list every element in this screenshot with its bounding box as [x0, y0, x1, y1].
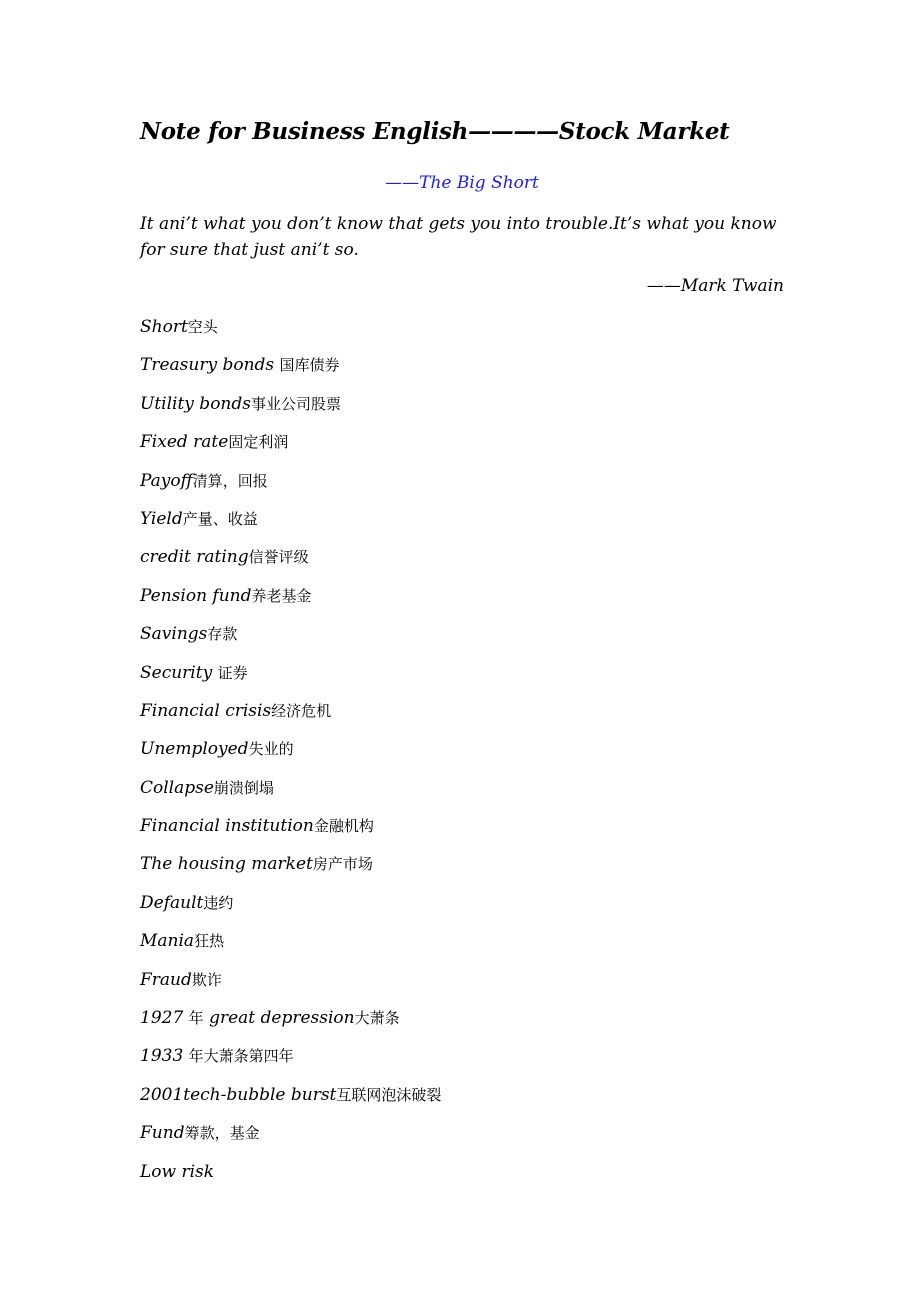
term-english: Utility bonds	[140, 393, 251, 414]
term-english: Financial institution	[140, 816, 314, 837]
term-chinese: 大萧条	[354, 1009, 400, 1028]
vocabulary-list	[140, 315, 441, 1198]
term-english: Fixed rate	[140, 432, 229, 453]
term-english: Fraud	[140, 969, 192, 990]
term-row	[140, 1160, 441, 1198]
term-row	[140, 507, 441, 545]
term-row	[140, 776, 441, 814]
term-english: Pension fund	[140, 585, 252, 606]
term-chinese: 失业的	[248, 740, 294, 759]
term-english: Default	[140, 892, 204, 913]
term-english: 1927	[140, 1008, 189, 1029]
epigraph-quote: It ani’t what you don’t know that gets you into trouble.It’s what you know for sure that just ani’t so.	[140, 214, 777, 260]
term-row	[140, 315, 441, 353]
term-row	[140, 622, 441, 660]
term-chinese: 事业公司股票	[250, 394, 341, 413]
term-english: Low risk	[140, 1161, 215, 1182]
term-english: Payoff	[140, 470, 193, 491]
term-english: Short	[140, 317, 188, 337]
term-row	[140, 430, 441, 468]
term-chinese: 经济危机	[271, 701, 332, 720]
term-english: Collapse	[140, 777, 214, 798]
term-row	[140, 699, 441, 737]
term-chinese: 空头	[187, 318, 218, 336]
term-chinese: 清算，回报	[192, 471, 268, 490]
term-chinese: 证券	[217, 663, 248, 682]
term-chinese: 年	[188, 1009, 204, 1028]
term-english: Yield	[140, 508, 183, 529]
term-row	[140, 814, 441, 852]
term-row	[140, 392, 441, 430]
term-row	[140, 1083, 441, 1121]
term-chinese: 房产市场	[312, 855, 373, 874]
term-english: credit rating	[140, 547, 249, 568]
term-row	[140, 737, 441, 775]
term-chinese: 固定利润	[228, 433, 289, 452]
term-english: 1933	[140, 1046, 189, 1067]
term-row	[140, 545, 441, 583]
term-english: Security	[140, 662, 218, 683]
term-row	[140, 353, 441, 391]
term-chinese: 养老基金	[251, 586, 312, 605]
term-chinese: 筹款，基金	[184, 1124, 260, 1143]
term-row	[140, 852, 441, 890]
term-chinese: 年大萧条第四年	[188, 1047, 294, 1066]
term-row	[140, 929, 441, 967]
term-chinese: 产量、收益	[182, 509, 258, 528]
term-english: great depression	[203, 1008, 355, 1029]
term-english: Fund	[140, 1123, 185, 1144]
term-row	[140, 968, 441, 1006]
term-english: Treasury bonds	[140, 355, 280, 376]
term-chinese: 信誉评级	[248, 548, 309, 567]
epigraph-attribution: ——Mark Twain	[646, 276, 784, 296]
term-chinese: 金融机构	[313, 817, 374, 836]
term-row	[140, 891, 441, 929]
term-row	[140, 584, 441, 622]
term-english: Savings	[140, 624, 208, 645]
term-row	[140, 1006, 441, 1044]
term-english: The housing market	[140, 854, 313, 875]
term-english: 2001tech-bubble burst	[140, 1084, 337, 1105]
term-english: Unemployed	[140, 739, 249, 760]
document-title: Note for Business English————Stock Market	[140, 118, 730, 145]
term-row	[140, 1044, 441, 1082]
term-chinese: 欺诈	[191, 970, 222, 989]
term-row	[140, 469, 441, 507]
term-chinese: 存款	[207, 625, 238, 644]
term-chinese: 国库债券	[279, 356, 340, 375]
term-english: Financial crisis	[140, 700, 272, 721]
document-subtitle: ——The Big Short	[385, 173, 539, 193]
term-row	[140, 1121, 441, 1159]
term-chinese: 违约	[203, 893, 234, 912]
term-chinese: 互联网泡沫破裂	[336, 1085, 442, 1104]
term-english: Mania	[140, 931, 195, 952]
term-row	[140, 661, 441, 699]
term-chinese: 狂热	[194, 932, 225, 951]
term-chinese: 崩溃倒塌	[213, 778, 274, 797]
